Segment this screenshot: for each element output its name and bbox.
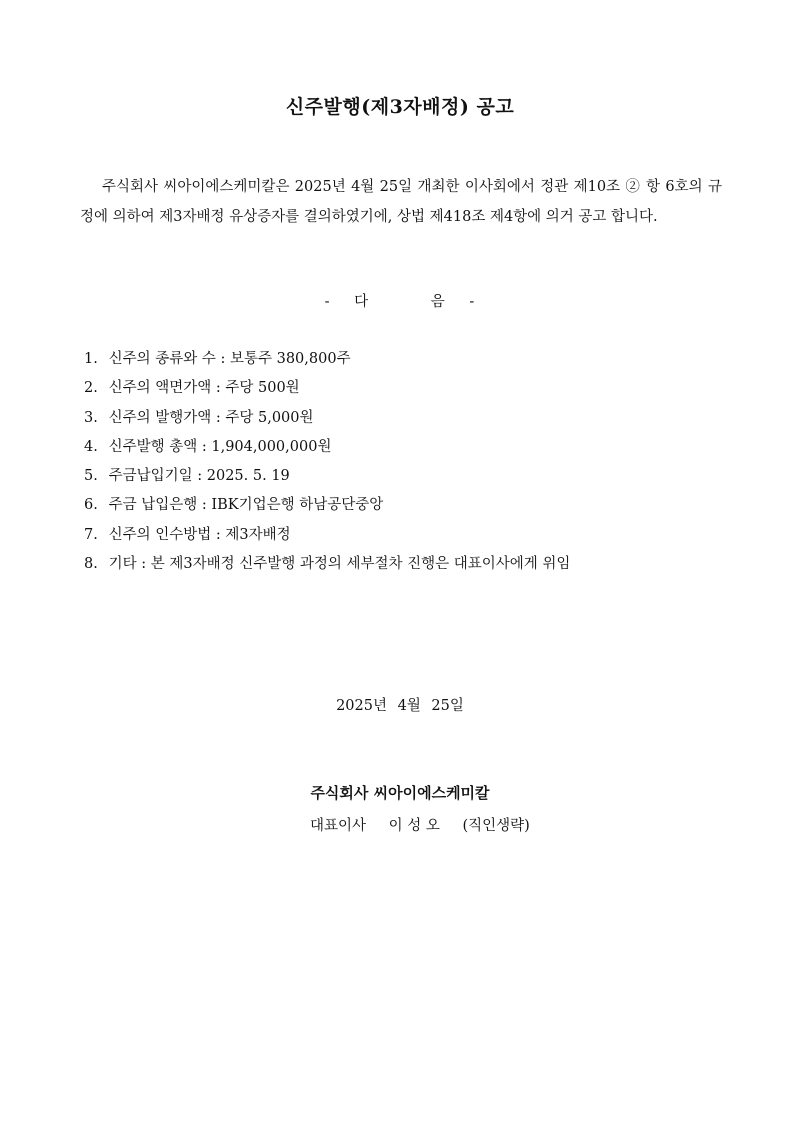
list-item: [84, 404, 744, 433]
notice-date: 2025년 4월 25일: [336, 698, 464, 714]
list-item: [84, 345, 744, 374]
item-number: 8.: [84, 556, 98, 573]
issuance-details-list: [84, 345, 744, 579]
list-item: [84, 374, 744, 403]
company-name: 주식회사 씨아이에스케미칼: [310, 784, 490, 802]
item-text: 신주의 인수방법 : 제3자배정: [108, 526, 291, 543]
divider-word-eum: 음: [430, 294, 446, 310]
item-text: 신주의 종류와 수 : 보통주 380,800주: [108, 351, 351, 367]
list-item: [84, 491, 744, 520]
list-item: [84, 550, 744, 579]
item-text: 기타 : 본 제3자배정 신주발행 과정의 세부절차 진행은 대표이사에게 위임: [108, 556, 571, 573]
list-item: [84, 462, 744, 491]
item-text: 신주의 액면가액 : 주당 500원: [108, 380, 300, 397]
item-number: 1.: [84, 351, 98, 367]
representative-line: [310, 814, 548, 835]
item-number: 3.: [84, 409, 98, 426]
divider-dash-left: -: [324, 294, 331, 310]
divider-dash-right: -: [469, 294, 476, 310]
seal-omitted-note: (직인생략): [462, 818, 530, 834]
representative-role: 대표이사: [310, 818, 367, 834]
list-item: [84, 521, 744, 550]
item-number: 5.: [84, 468, 98, 485]
item-number: 4.: [84, 438, 98, 455]
section-divider: [0, 290, 800, 311]
item-text: 주금납입기일 : 2025. 5. 19: [108, 468, 290, 485]
item-number: 2.: [84, 380, 98, 397]
list-item: [84, 433, 744, 462]
item-number: 7.: [84, 526, 98, 543]
intro-paragraph: 주식회사 씨아이에스케미칼은 2025년 4월 25일 개최한 이사회에서 정관 제10조 ② 항 6호의 규정에 의하여 제3자배정 유상증자를 결의하였기에, 상법 제418조 제4항에 의거 공고 합니다.: [80, 179, 722, 225]
item-number: 6.: [84, 497, 98, 514]
representative-name: 이 성 오: [388, 818, 440, 834]
notice-title: 신주발행(제3자배정) 공고: [285, 96, 515, 118]
item-text: 주금 납입은행 : IBK기업은행 하남공단중앙: [108, 497, 384, 514]
divider-word-da: 다: [354, 294, 370, 310]
item-text: 신주발행 총액 : 1,904,000,000원: [108, 438, 332, 455]
item-text: 신주의 발행가액 : 주당 5,000원: [108, 409, 314, 426]
